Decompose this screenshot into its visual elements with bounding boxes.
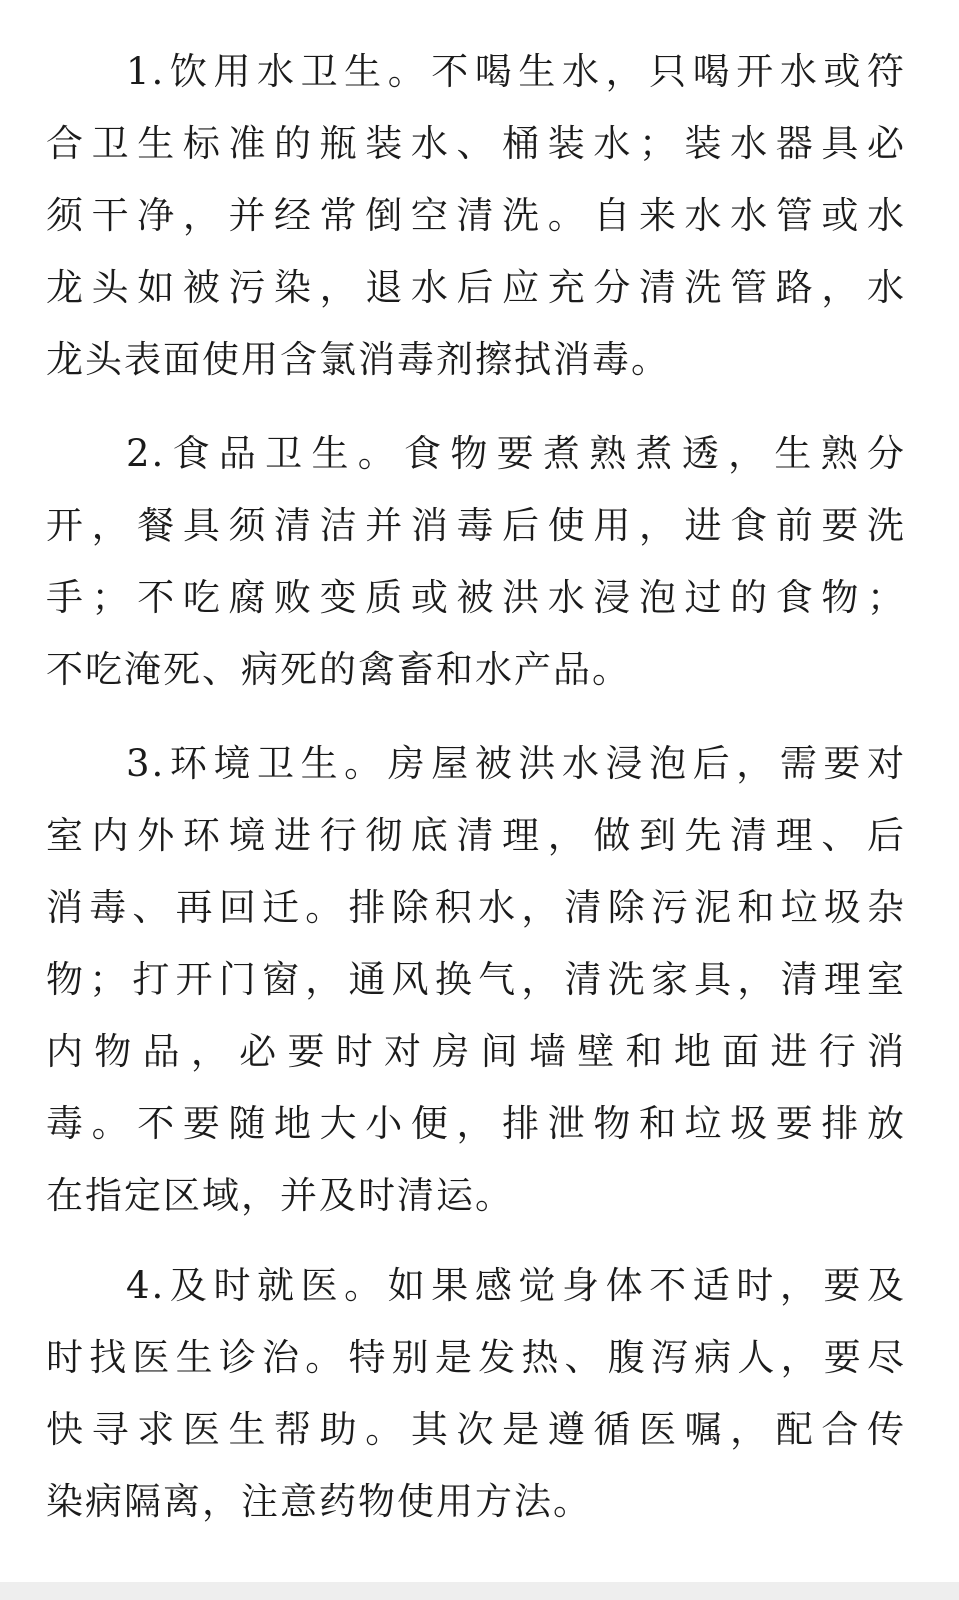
text-line: 内物品，必要时对房间墙壁和地面进行消: [46, 1030, 906, 1073]
text-line: 须干净，并经常倒空清洗。自来水水管或水: [46, 194, 906, 237]
text-line: 合卫生标准的瓶装水、桶装水；装水器具必: [46, 122, 906, 165]
text-line: 手；不吃腐败变质或被洪水浸泡过的食物；: [46, 576, 906, 619]
text-line: 在指定区域，并及时清运。: [46, 1174, 514, 1217]
text-line: 消毒、再回迁。排除积水，清除污泥和垃圾杂: [46, 886, 906, 929]
text-line: 开，餐具须清洁并消毒后使用，进食前要洗: [46, 504, 906, 547]
paragraph-seek-medical: [46, 1250, 906, 1538]
text-line: 龙头表面使用含氯消毒剂擦拭消毒。: [46, 338, 670, 381]
text-line: 龙头如被污染，退水后应充分清洗管路，水: [46, 266, 906, 309]
text-line: 1.饮用水卫生。不喝生水，只喝开水或符: [126, 50, 906, 93]
text-line: 染病隔离，注意药物使用方法。: [46, 1480, 592, 1523]
paragraph-drinking-water: [46, 36, 906, 396]
paragraph-environment-hygiene: [46, 728, 906, 1232]
text-line: 3.环境卫生。房屋被洪水浸泡后，需要对: [126, 742, 906, 785]
text-line: 毒。不要随地大小便，排泄物和垃圾要排放: [46, 1102, 906, 1145]
text-line: 快寻求医生帮助。其次是遵循医嘱，配合传: [46, 1408, 906, 1451]
text-line: 2.食品卫生。食物要煮熟煮透，生熟分: [126, 432, 906, 475]
text-line: 4.及时就医。如果感觉身体不适时，要及: [126, 1264, 906, 1307]
text-line: 物；打开门窗，通风换气，清洗家具，清理室: [46, 958, 906, 1001]
text-line: 时找医生诊治。特别是发热、腹泻病人，要尽: [46, 1336, 906, 1379]
text-line: 室内外环境进行彻底清理，做到先清理、后: [46, 814, 906, 857]
text-line: 不吃淹死、病死的禽畜和水产品。: [46, 648, 631, 691]
bottom-strip: [0, 1582, 959, 1600]
paragraph-food-hygiene: [46, 418, 906, 706]
